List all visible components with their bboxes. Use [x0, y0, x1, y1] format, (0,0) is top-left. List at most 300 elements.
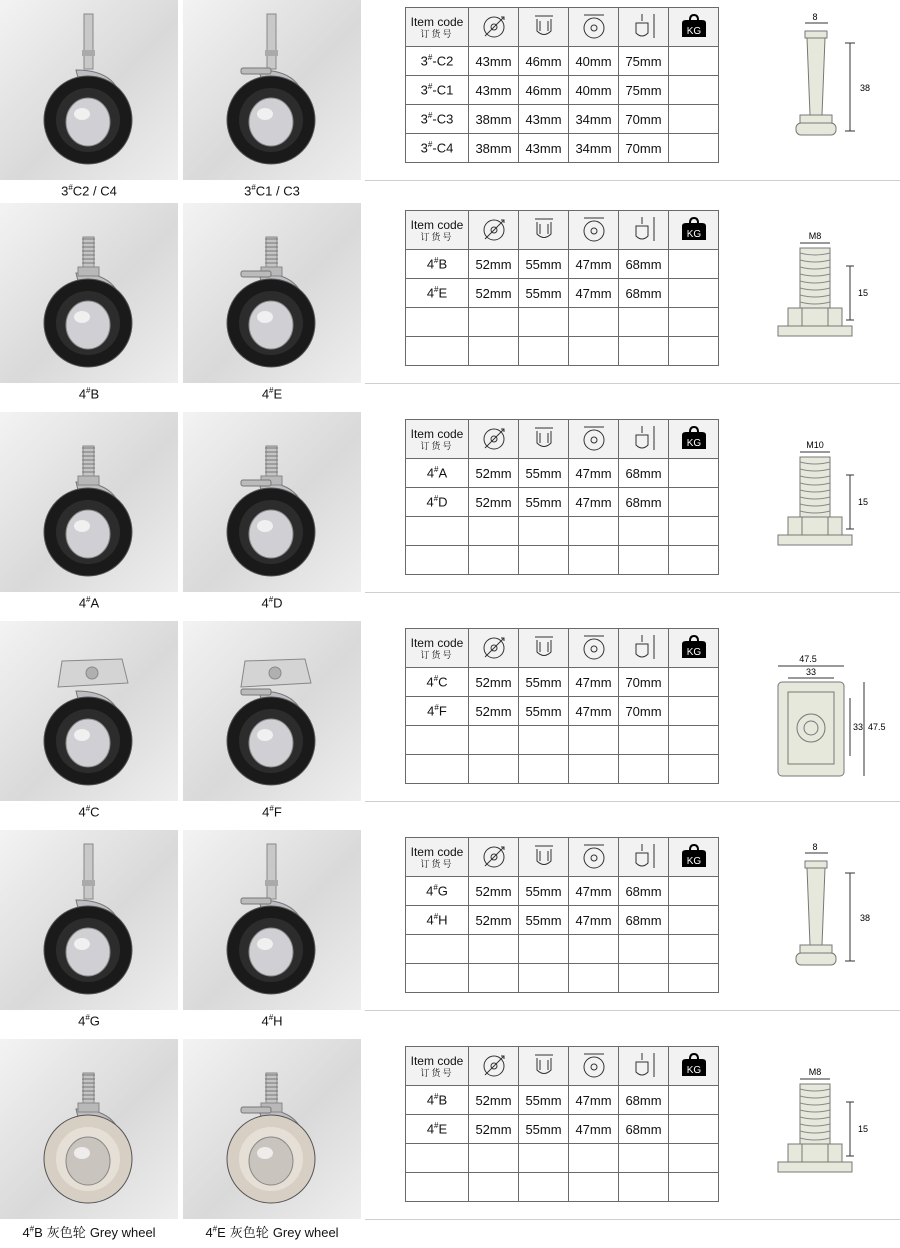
caster-photo: [0, 1039, 178, 1219]
kg-label: KG: [686, 855, 701, 867]
table-row: 4#F 52mm 55mm 47mm 70mm: [406, 697, 719, 726]
cell-d2: 55mm: [519, 250, 569, 279]
cell-d2: [519, 755, 569, 784]
row-code-num: 4: [426, 465, 435, 481]
caption-num: 4: [78, 804, 86, 820]
mount-diagram: [770, 1044, 895, 1214]
kg-label: KG: [686, 437, 701, 449]
cell-d2: 55mm: [519, 697, 569, 726]
cell-d4: 68mm: [619, 1115, 669, 1144]
row-code: C: [438, 674, 448, 690]
table-row: 4#D 52mm 55mm 47mm 68mm: [406, 488, 719, 517]
item-code-header: Item code 订货号: [406, 629, 469, 668]
cell-d2: 55mm: [519, 459, 569, 488]
cell-d1: 52mm: [469, 668, 519, 697]
row-code: -C1: [432, 82, 454, 98]
cell-kg: [669, 76, 719, 105]
row-code-num: 3: [420, 82, 428, 98]
cell-d4: 70mm: [619, 697, 669, 726]
cell-d3: 34mm: [569, 105, 619, 134]
diagram-height: 38: [860, 83, 871, 93]
cell-d4: [619, 517, 669, 546]
kg-icon: [669, 8, 719, 47]
caption-model: H: [273, 1013, 283, 1029]
cell-d3: 40mm: [569, 76, 619, 105]
diagram-outer-width: 47.5: [799, 654, 817, 664]
table-row: [406, 935, 719, 964]
product-caption: 4#H: [261, 1013, 283, 1029]
row-code: G: [437, 883, 448, 899]
caption-model: A: [90, 595, 100, 611]
cell-d2: 55mm: [519, 668, 569, 697]
cell-d2: 43mm: [519, 134, 569, 163]
cell-d4: [619, 546, 669, 575]
row-code-num: 4: [426, 1121, 435, 1137]
spec-header-row: [406, 1047, 719, 1086]
mount-diagram: [770, 417, 895, 587]
table-row: [406, 755, 719, 784]
cell-d3: 47mm: [569, 1115, 619, 1144]
spec-table: [405, 419, 719, 575]
cell-d3: 47mm: [569, 250, 619, 279]
section-divider: [365, 180, 900, 181]
row-code: E: [438, 285, 448, 301]
cell-d1: [469, 755, 519, 784]
cell-d1: 52mm: [469, 906, 519, 935]
cell-d4: 70mm: [619, 134, 669, 163]
cell-d2: [519, 1173, 569, 1202]
caption-model: B: [90, 386, 100, 402]
row-code-num: 4: [426, 912, 434, 928]
cell-d1: 38mm: [469, 134, 519, 163]
table-row: 3#-C4 38mm 43mm 34mm 70mm: [406, 134, 719, 163]
spec-table: [405, 210, 719, 366]
cell-d3: [569, 517, 619, 546]
cell-d4: 68mm: [619, 279, 669, 308]
caption-model: B: [34, 1225, 43, 1240]
row-code-num: 3: [420, 53, 428, 69]
mount-diagram: [770, 208, 895, 378]
dimension-icon: [469, 8, 519, 47]
cell-d4: [619, 1144, 669, 1173]
cell-d2: 46mm: [519, 76, 569, 105]
item-code-header: Item code 订货号: [406, 8, 469, 47]
cell-d3: 40mm: [569, 47, 619, 76]
product-caption: 4#E: [261, 386, 283, 402]
table-row: 4#B 52mm 55mm 47mm 68mm: [406, 1086, 719, 1115]
item-code-header: Item code 订货号: [406, 420, 469, 459]
table-row: [406, 964, 719, 993]
table-row: 4#E 52mm 55mm 47mm 68mm: [406, 279, 719, 308]
kg-icon: [669, 420, 719, 459]
cell-d2: 55mm: [519, 488, 569, 517]
cell-d4: 75mm: [619, 47, 669, 76]
dimension-icon: [519, 211, 569, 250]
caption-num: 4: [261, 386, 270, 402]
cell-d3: 47mm: [569, 459, 619, 488]
cell-kg: [669, 726, 719, 755]
row-code: E: [438, 1121, 448, 1137]
caption-model: D: [273, 595, 283, 611]
product-caption: 4#D: [261, 595, 283, 611]
dimension-icon: [569, 629, 619, 668]
kg-label: KG: [686, 646, 701, 658]
kg-label: KG: [686, 25, 701, 37]
row-code: B: [438, 256, 448, 272]
caption-model: G: [89, 1013, 100, 1029]
caster-photo: [0, 830, 178, 1010]
cell-d1: [469, 964, 519, 993]
cell-d1: [469, 1173, 519, 1202]
row-code: -C4: [432, 140, 454, 156]
cell-d2: 55mm: [519, 1115, 569, 1144]
cell-d3: [569, 755, 619, 784]
table-row: 4#G 52mm 55mm 47mm 68mm: [406, 877, 719, 906]
kg-icon: [669, 1047, 719, 1086]
cell-d1: 52mm: [469, 488, 519, 517]
table-row: 4#A 52mm 55mm 47mm 68mm: [406, 459, 719, 488]
cell-d1: [469, 337, 519, 366]
dimension-icon: [519, 8, 569, 47]
cell-kg: [669, 250, 719, 279]
row-code-num: 4: [426, 883, 434, 899]
caster-photo: [183, 412, 361, 592]
cell-d4: [619, 755, 669, 784]
cell-kg: [669, 1086, 719, 1115]
caption-num: 4: [22, 1225, 30, 1240]
row-code: -C3: [432, 111, 454, 127]
spec-table: [405, 628, 719, 784]
cell-d3: [569, 1144, 619, 1173]
cell-kg: [669, 1144, 719, 1173]
spec-header-row: [406, 838, 719, 877]
product-caption: 4#G: [78, 1013, 100, 1029]
cell-d1: 52mm: [469, 459, 519, 488]
mount-diagram: [770, 835, 895, 1005]
cell-d3: 47mm: [569, 279, 619, 308]
dimension-icon: [619, 1047, 669, 1086]
cell-d4: 75mm: [619, 76, 669, 105]
cell-d2: [519, 546, 569, 575]
caption-num: 4: [78, 595, 87, 611]
caster-photo: [0, 0, 178, 180]
caption-num: 3: [61, 183, 69, 199]
item-code-header: Item code 订货号: [406, 1047, 469, 1086]
diagram-outer-height: 47.5: [868, 722, 886, 732]
cell-d1: 43mm: [469, 76, 519, 105]
dimension-icon: [619, 629, 669, 668]
cell-d2: [519, 935, 569, 964]
cell-d1: 52mm: [469, 1115, 519, 1144]
caption-model: C1 / C3: [255, 183, 300, 199]
cell-d1: 43mm: [469, 47, 519, 76]
cell-d3: 47mm: [569, 877, 619, 906]
product-caption: 3#C1 / C3: [244, 183, 300, 199]
cell-d3: 47mm: [569, 668, 619, 697]
cell-kg: [669, 134, 719, 163]
dimension-icon: [469, 629, 519, 668]
cell-d2: [519, 1144, 569, 1173]
cell-kg: [669, 546, 719, 575]
dimension-icon: [619, 8, 669, 47]
cell-kg: [669, 308, 719, 337]
product-section: [0, 203, 900, 412]
caster-photo: [0, 412, 178, 592]
spec-header-row: [406, 8, 719, 47]
table-row: [406, 517, 719, 546]
cell-d3: 47mm: [569, 1086, 619, 1115]
cell-d2: 55mm: [519, 906, 569, 935]
caption-num: 3: [244, 183, 252, 199]
section-divider: [365, 1010, 900, 1011]
cell-d3: [569, 308, 619, 337]
cell-kg: [669, 935, 719, 964]
caption-model: E: [273, 386, 283, 402]
dimension-icon: [469, 420, 519, 459]
dimension-icon: [469, 211, 519, 250]
section-divider: [365, 1219, 900, 1220]
caption-cn: 灰色轮: [46, 1225, 86, 1240]
caption-num: 4: [261, 595, 269, 611]
cell-d2: 55mm: [519, 1086, 569, 1115]
dimension-icon: [469, 838, 519, 877]
spec-table: [405, 1046, 719, 1202]
section-divider: [365, 592, 900, 593]
table-row: [406, 546, 719, 575]
row-code-num: 3: [420, 111, 428, 127]
diagram-height: 15: [858, 497, 869, 507]
cell-d2: 55mm: [519, 279, 569, 308]
dimension-icon: [569, 211, 619, 250]
caption-model: F: [273, 804, 282, 820]
spec-header-row: [406, 629, 719, 668]
product-section: [0, 621, 900, 830]
cell-kg: [669, 47, 719, 76]
dimension-icon: [519, 838, 569, 877]
table-row: 3#-C2 43mm 46mm 40mm 75mm: [406, 47, 719, 76]
dimension-icon: [619, 211, 669, 250]
cell-kg: [669, 697, 719, 726]
dimension-icon: [469, 1047, 519, 1086]
caption-num: 4: [78, 1013, 86, 1029]
cell-d1: [469, 935, 519, 964]
cell-d3: 47mm: [569, 488, 619, 517]
row-code-num: 4: [426, 285, 435, 301]
cell-kg: [669, 105, 719, 134]
cell-d1: 38mm: [469, 105, 519, 134]
cell-d3: 47mm: [569, 906, 619, 935]
product-section: [0, 1039, 900, 1248]
kg-icon: [669, 838, 719, 877]
cell-d2: [519, 964, 569, 993]
caster-photo: [0, 621, 178, 801]
table-row: [406, 1173, 719, 1202]
cell-d2: [519, 726, 569, 755]
caster-photo: [183, 203, 361, 383]
caster-photo: [183, 830, 361, 1010]
cell-d4: [619, 964, 669, 993]
cell-kg: [669, 906, 719, 935]
table-row: [406, 726, 719, 755]
table-row: 3#-C3 38mm 43mm 34mm 70mm: [406, 105, 719, 134]
dimension-icon: [569, 1047, 619, 1086]
row-code-num: 4: [426, 1092, 435, 1108]
row-code: B: [438, 1092, 448, 1108]
product-caption: 4#F: [262, 804, 282, 820]
diagram-inner-width: 33: [805, 667, 817, 677]
row-code-num: 4: [426, 494, 434, 510]
cell-d2: [519, 308, 569, 337]
cell-d4: 68mm: [619, 877, 669, 906]
cell-d4: 68mm: [619, 488, 669, 517]
mount-diagram: [770, 5, 895, 175]
table-row: [406, 1144, 719, 1173]
table-row: [406, 308, 719, 337]
dimension-icon: [619, 838, 669, 877]
diagram-width: M8: [808, 1067, 822, 1077]
cell-kg: [669, 488, 719, 517]
dimension-icon: [569, 420, 619, 459]
kg-label: KG: [686, 228, 701, 240]
caster-photo: [183, 621, 361, 801]
section-divider: [365, 383, 900, 384]
row-code-num: 4: [426, 674, 434, 690]
cell-d3: 34mm: [569, 134, 619, 163]
cell-kg: [669, 337, 719, 366]
dimension-icon: [619, 420, 669, 459]
cell-kg: [669, 877, 719, 906]
cell-kg: [669, 1115, 719, 1144]
cell-d2: [519, 337, 569, 366]
product-caption: 4#A: [78, 595, 100, 611]
cell-d3: [569, 726, 619, 755]
row-code: H: [438, 912, 448, 928]
cell-d1: [469, 726, 519, 755]
cell-d4: [619, 1173, 669, 1202]
cell-d4: [619, 337, 669, 366]
cell-d4: 68mm: [619, 459, 669, 488]
section-divider: [365, 801, 900, 802]
row-code: -C2: [432, 53, 454, 69]
caption-cn: 灰色轮: [229, 1225, 269, 1240]
cell-d1: 52mm: [469, 250, 519, 279]
caption-model: C: [90, 804, 100, 820]
table-row: 3#-C1 43mm 46mm 40mm 75mm: [406, 76, 719, 105]
caster-photo: [183, 1039, 361, 1219]
row-code-num: 4: [427, 703, 435, 719]
kg-label: KG: [686, 1064, 701, 1076]
spec-header-row: [406, 420, 719, 459]
product-section: [0, 412, 900, 621]
caption-en: Grey wheel: [89, 1225, 156, 1240]
cell-d3: [569, 546, 619, 575]
table-row: 4#E 52mm 55mm 47mm 68mm: [406, 1115, 719, 1144]
cell-d2: 43mm: [519, 105, 569, 134]
cell-d4: 68mm: [619, 906, 669, 935]
cell-d4: 68mm: [619, 1086, 669, 1115]
cell-d1: 52mm: [469, 697, 519, 726]
cell-d1: [469, 308, 519, 337]
cell-kg: [669, 668, 719, 697]
caster-photo: [183, 0, 361, 180]
cell-d1: [469, 546, 519, 575]
diagram-width: M10: [806, 440, 824, 450]
diagram-width: 8: [812, 842, 818, 852]
cell-d3: 47mm: [569, 697, 619, 726]
row-code: D: [438, 494, 448, 510]
cell-kg: [669, 279, 719, 308]
product-caption: 4#E 灰色轮 Grey wheel: [205, 1224, 339, 1240]
cell-kg: [669, 755, 719, 784]
item-code-header: Item code 订货号: [406, 211, 469, 250]
row-code-num: 3: [420, 140, 428, 156]
table-row: 4#H 52mm 55mm 47mm 68mm: [406, 906, 719, 935]
dimension-icon: [519, 420, 569, 459]
spec-table: [405, 7, 719, 163]
cell-d1: [469, 1144, 519, 1173]
spec-header-row: [406, 211, 719, 250]
dimension-icon: [519, 1047, 569, 1086]
caption-num: 4: [262, 804, 270, 820]
diagram-width: M8: [808, 231, 822, 241]
diagram-height: 15: [858, 288, 869, 298]
caption-model: E: [217, 1225, 226, 1240]
cell-d1: 52mm: [469, 877, 519, 906]
table-row: 4#B 52mm 55mm 47mm 68mm: [406, 250, 719, 279]
caption-num: 4: [205, 1225, 213, 1240]
caption-en: Grey wheel: [272, 1225, 339, 1240]
cell-d3: [569, 935, 619, 964]
cell-d2: [519, 517, 569, 546]
row-code: A: [438, 465, 448, 481]
caption-num: 4: [261, 1013, 269, 1029]
cell-d4: [619, 726, 669, 755]
cell-kg: [669, 517, 719, 546]
cell-d3: [569, 337, 619, 366]
cell-d1: 52mm: [469, 279, 519, 308]
cell-kg: [669, 1173, 719, 1202]
cell-kg: [669, 964, 719, 993]
cell-d4: 70mm: [619, 668, 669, 697]
product-caption: 4#B: [78, 386, 100, 402]
cell-d3: [569, 964, 619, 993]
cell-d3: [569, 1173, 619, 1202]
caption-model: C2 / C4: [72, 183, 117, 199]
cell-d2: 46mm: [519, 47, 569, 76]
diagram-height: 38: [860, 913, 871, 923]
cell-d4: [619, 308, 669, 337]
cell-d4: 70mm: [619, 105, 669, 134]
diagram-inner-height: 33: [853, 722, 864, 732]
diagram-width: 8: [812, 12, 818, 22]
diagram-height: 15: [858, 1124, 869, 1134]
dimension-icon: [569, 8, 619, 47]
mount-diagram: [770, 626, 895, 796]
dimension-icon: [569, 838, 619, 877]
cell-d2: 55mm: [519, 877, 569, 906]
cell-d1: 52mm: [469, 1086, 519, 1115]
product-caption: 4#C: [78, 804, 100, 820]
product-caption: 4#B 灰色轮 Grey wheel: [22, 1224, 156, 1240]
cell-d4: [619, 935, 669, 964]
cell-d4: 68mm: [619, 250, 669, 279]
item-code-header: Item code 订货号: [406, 838, 469, 877]
table-row: [406, 337, 719, 366]
spec-table: [405, 837, 719, 993]
product-section: [0, 0, 900, 209]
caster-photo: [0, 203, 178, 383]
caption-num: 4: [78, 386, 87, 402]
